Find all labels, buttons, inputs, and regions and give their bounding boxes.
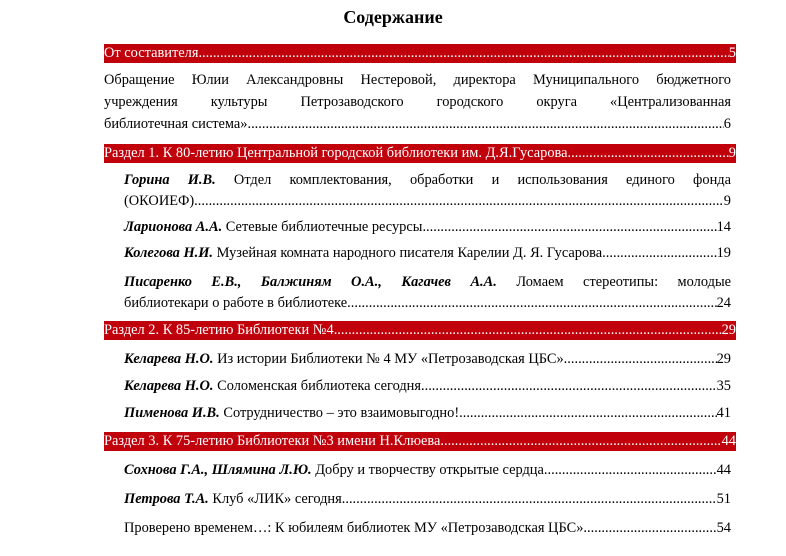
toc-entry-from-compiler[interactable] — [104, 44, 736, 63]
entry-title: Добру и творчеству открытые сердца — [315, 462, 544, 478]
entry-page: 51 — [716, 491, 731, 507]
entry-title: Сотрудничество – это взаимовыгодно! — [223, 405, 460, 421]
entry-author: Келарева Н.О. — [124, 378, 214, 394]
dot-leader — [459, 404, 716, 423]
toc-section-1[interactable] — [104, 144, 736, 163]
toc-entry-kolegova[interactable] — [124, 244, 731, 263]
dot-leader — [544, 461, 717, 480]
entry-page: 5 — [728, 45, 736, 61]
entry-title: Сетевые библиотечные ресурсы — [225, 219, 423, 235]
toc-entry-sokhnova[interactable] — [124, 461, 731, 480]
entry-author: Ларионова А.А. — [124, 219, 223, 235]
entry-title-line-2: (ОКОИЕФ) — [124, 193, 195, 209]
toc-entry-petrova[interactable] — [124, 490, 731, 509]
entry-author: Пименова И.В. — [124, 405, 220, 421]
entry-page: 14 — [716, 219, 731, 235]
toc-entry-pimenova[interactable] — [124, 404, 731, 423]
dot-leader — [421, 377, 717, 396]
entry-title: Проверено временем…: К юбилеям библиотек МУ «Петрозаводская ЦБС» — [124, 520, 584, 536]
dot-leader — [583, 519, 716, 538]
section-title: Раздел 2. К 85-летию Библиотеки №4 — [104, 322, 334, 338]
entry-author: Писаренко Е.В., Балжиням О.А., Кагачев А.А. — [124, 274, 497, 290]
dot-leader — [247, 115, 723, 134]
entry-title-line-2: библиотекари о работе в библиотеке — [124, 295, 348, 311]
entry-page: 24 — [716, 295, 731, 311]
entry-title: От составителя — [104, 45, 199, 61]
section-title: Раздел 3. К 75-летию Библиотеки №3 имени Н.Клюева — [104, 433, 441, 449]
toc-entry-tested-by-time[interactable] — [124, 519, 731, 538]
toc-section-3[interactable] — [104, 432, 736, 451]
entry-author: Горина И.В. — [124, 172, 216, 188]
dot-leader — [564, 350, 717, 369]
entry-title: Ломаем стереотипы: молодые — [516, 274, 732, 290]
dot-leader — [198, 44, 728, 63]
entry-page: 6 — [723, 116, 731, 132]
dot-leader — [194, 192, 724, 211]
entry-title: Из истории Библиотеки № 4 МУ «Петрозаводская ЦБС» — [217, 351, 564, 367]
entry-title: Клуб «ЛИК» сегодня — [212, 491, 342, 507]
toc-entry-kelareva-history[interactable] — [124, 350, 731, 369]
entry-page: 35 — [716, 378, 731, 394]
page-title: Содержание — [343, 7, 443, 27]
entry-page: 44 — [716, 462, 731, 478]
dot-leader — [347, 294, 716, 313]
dot-leader — [602, 244, 716, 263]
dot-leader — [440, 432, 721, 451]
section-page: 44 — [721, 433, 736, 449]
entry-line-1 — [124, 171, 731, 190]
entry-line-1 — [124, 273, 731, 292]
entry-page: 41 — [716, 405, 731, 421]
entry-page: 19 — [716, 245, 731, 261]
entry-author: Петрова Т.А. — [124, 491, 209, 507]
entry-last-line — [124, 294, 731, 313]
entry-title: Соломенская библиотека сегодня — [217, 378, 422, 394]
dot-leader — [422, 218, 716, 237]
entry-author: Сохнова Г.А., Шлямина Л.Ю. — [124, 462, 312, 478]
entry-page: 29 — [716, 351, 731, 367]
section-title: Раздел 1. К 80-летию Центральной городской библиотеки им. Д.Я.Гусарова — [104, 145, 568, 161]
dot-leader — [342, 490, 717, 509]
section-page: 29 — [721, 322, 736, 338]
entry-title-line-3: библиотечная система» — [104, 116, 248, 132]
section-page: 9 — [728, 145, 736, 161]
entry-last-line — [124, 192, 731, 211]
toc-entry-kelareva-solomennaya[interactable] — [124, 377, 731, 396]
entry-title: Музейная комната народного писателя Карелии Д. Я. Гусарова — [216, 245, 603, 261]
entry-author: Келарева Н.О. — [124, 351, 214, 367]
entry-page: 9 — [723, 193, 731, 209]
entry-title: Отдел комплектования, обработки и использования единого фонда — [233, 172, 731, 188]
entry-author: Колегова Н.И. — [124, 245, 214, 261]
dot-leader — [568, 144, 729, 163]
dot-leader — [334, 321, 722, 340]
toc-entry-larionova[interactable] — [124, 218, 731, 237]
entry-page: 54 — [716, 520, 731, 536]
entry-title-line-2: учреждения культуры Петрозаводского городского округа «Централизованная — [104, 94, 731, 110]
entry-title-line-1: Обращение Юлии Александровны Нестеровой, директора Муниципального бюджетного — [104, 72, 731, 88]
entry-last-line — [104, 115, 731, 134]
toc-section-2[interactable] — [104, 321, 736, 340]
